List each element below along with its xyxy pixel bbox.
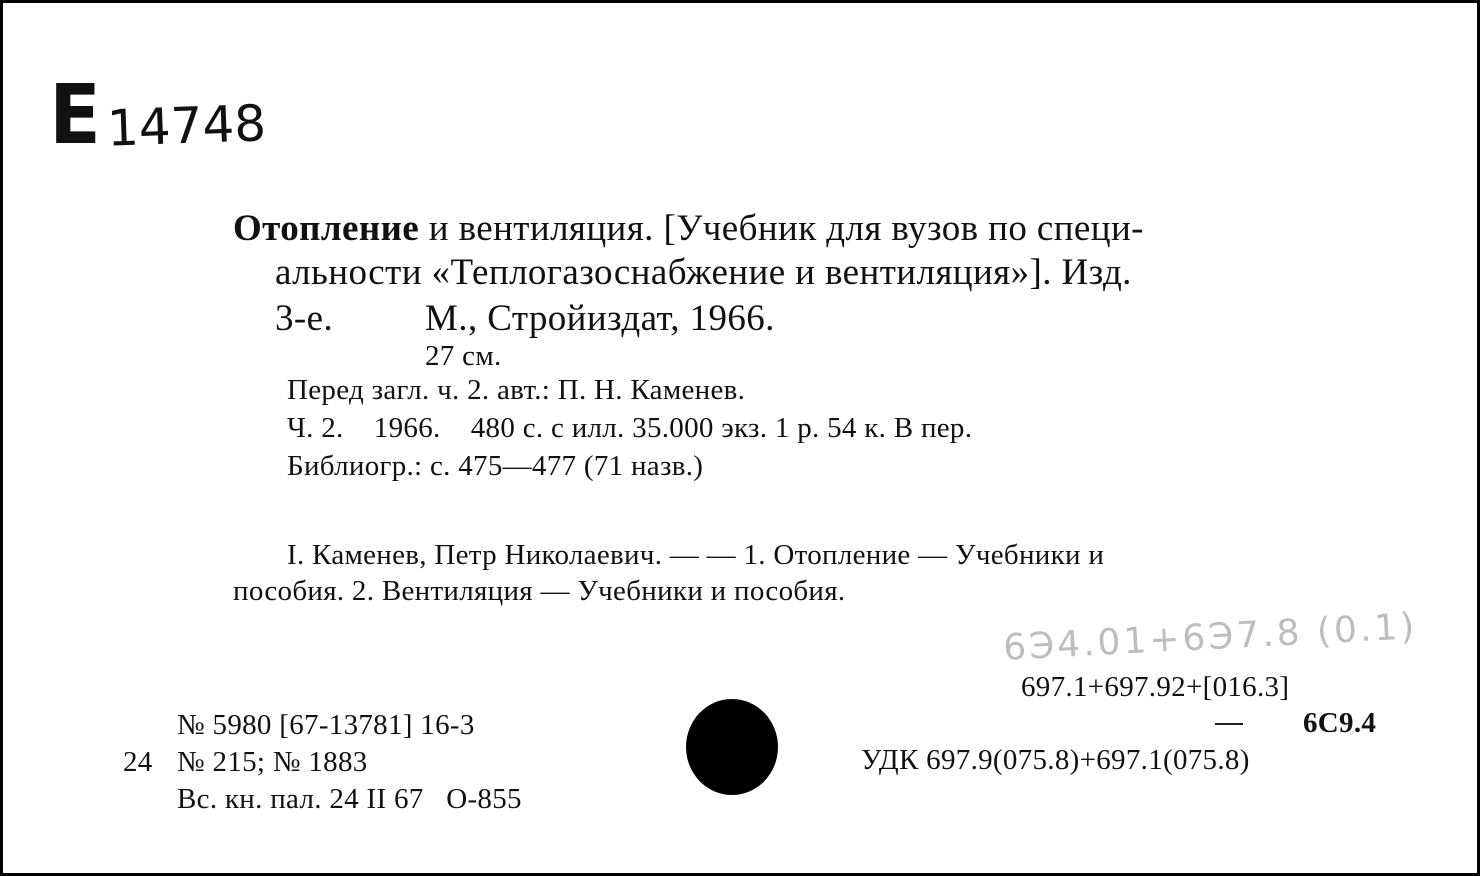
call-number xyxy=(47,68,268,163)
registry-line-1: № 5980 [67-13781] 16-3 xyxy=(177,709,475,741)
note-bibliography: Библиогр.: с. 475—477 (71 назв.) xyxy=(287,450,704,482)
registry-line-3: Вс. кн. пал. 24 II 67 О-855 xyxy=(177,783,522,815)
class-line-1: 697.1+697.92+[016.3] xyxy=(1021,671,1290,703)
subject-line-2: пособия. 2. Вентиляция — Учебники и пособия. xyxy=(233,575,846,607)
imprint: М., Стройиздат, 1966. xyxy=(425,298,775,339)
call-number-digits: 14748 xyxy=(106,94,268,158)
udc: УДК 697.9(075.8)+697.1(075.8) xyxy=(861,744,1250,776)
title-heading: Отопление xyxy=(233,208,420,249)
class-line-2: 6С9.4 xyxy=(1303,707,1377,739)
subject-line-1: I. Каменев, Петр Николаевич. — — 1. Отопление — Учебники и xyxy=(287,539,1105,571)
registry-line-2: № 215; № 1883 xyxy=(177,746,368,778)
note-part: Ч. 2. 1966. 480 с. с илл. 35.000 экз. 1 р. 54 к. В пер. xyxy=(287,412,973,444)
punch-hole xyxy=(686,699,778,795)
title-line-1 xyxy=(233,210,1144,247)
registry-prefix: 24 xyxy=(123,746,153,778)
dash-mark xyxy=(1215,723,1243,725)
note-author: Перед загл. ч. 2. авт.: П. Н. Каменев. xyxy=(287,374,746,406)
call-number-letter: Е xyxy=(49,68,101,163)
title-line-1-text: и вентиляция. [Учебник для вузов по специ- xyxy=(419,208,1144,249)
size: 27 см. xyxy=(425,340,502,372)
edition: 3-е. xyxy=(275,298,334,339)
title-line-2: альности «Теплогазоснабжение и вентиляция»]. Изд. xyxy=(275,252,1132,293)
faded-stamp: 6Э4.01+6Э7.8 (0.1) xyxy=(1002,606,1419,669)
